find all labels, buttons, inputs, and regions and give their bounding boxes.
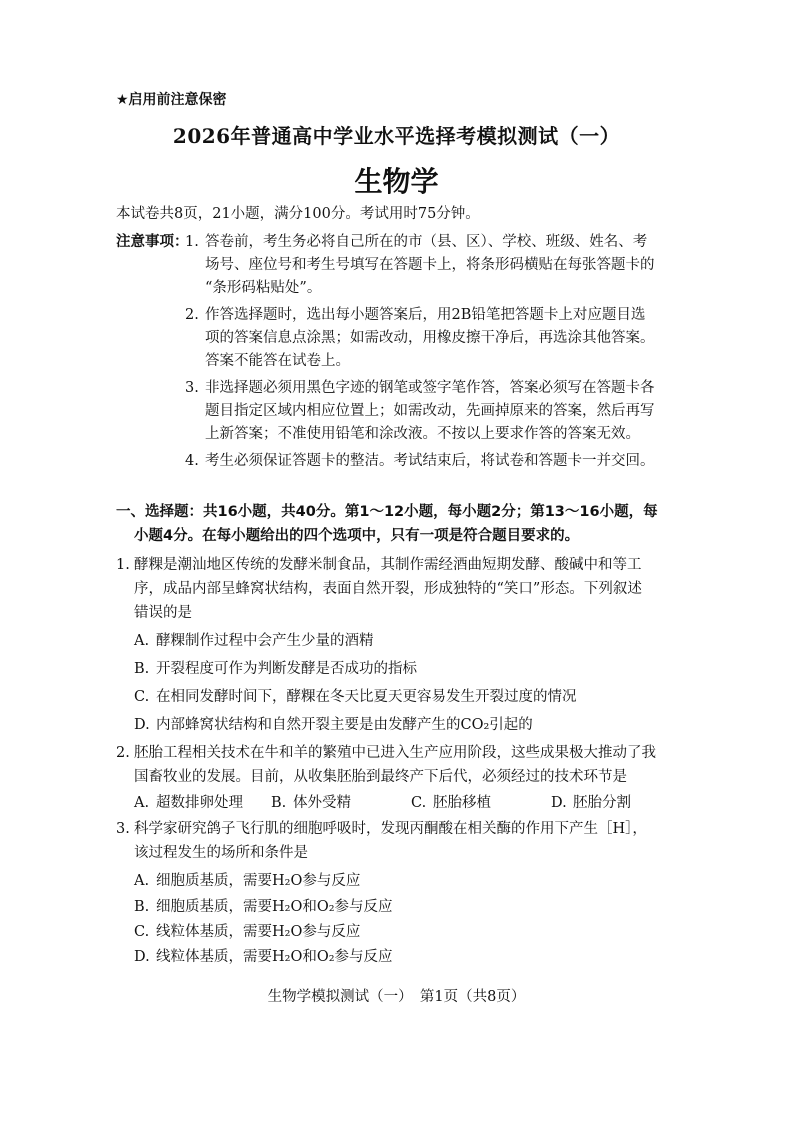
- question-stem: 国畜牧业的发展。目前，从收集胚胎到最终产下后代，必须经过的技术环节是: [134, 769, 627, 785]
- section-heading: 小题4分。在每小题给出的四个选项中，只有一项是符合题目要求的。: [134, 528, 580, 544]
- section-heading: 一、选择题：共16小题，共40分。第1～12小题，每小题2分；第13～16小题，每: [116, 504, 658, 520]
- option-text: 超数排卵处理: [156, 795, 243, 811]
- option-letter: B.: [271, 795, 287, 811]
- option-text: 开裂程度可作为判断发酵是否成功的指标: [156, 661, 417, 677]
- question-number: 3.: [116, 821, 130, 837]
- confidential-notice: ★启用前注意保密: [116, 92, 227, 108]
- option-letter: A.: [134, 633, 150, 649]
- question-stem: 酵粿是潮汕地区传统的发酵米制食品，其制作需经酒曲短期发酵、酸碱中和等工: [134, 557, 642, 573]
- question-number: 1.: [116, 557, 130, 573]
- option-letter: B.: [134, 899, 150, 915]
- question-stem: 错误的是: [134, 605, 192, 621]
- option-text: 细胞质基质，需要H₂O参与反应: [156, 873, 361, 889]
- question-stem: 该过程发生的场所和条件是: [134, 845, 308, 861]
- option-letter: D.: [134, 717, 150, 733]
- option-letter: B.: [134, 661, 150, 677]
- option-letter: A.: [134, 795, 150, 811]
- exam-intro: 本试卷共8页，21小题，满分100分。考试用时75分钟。: [116, 206, 480, 222]
- notice-item-line: “条形码粘贴处”。: [205, 280, 322, 296]
- notice-item-line: 上新答案；不准使用铅笔和涂改液。不按以上要求作答的答案无效。: [205, 426, 640, 442]
- question-stem: 科学家研究鸽子飞行肌的细胞呼吸时，发现丙酮酸在相关酶的作用下产生［H］，: [134, 821, 647, 837]
- notice-item-num: 2.: [185, 307, 199, 323]
- option-text: 胚胎分割: [573, 795, 631, 811]
- notice-item-line: 非选择题必须用黑色字迹的钢笔或签字笔作答，答案必须写在答题卡各: [205, 380, 655, 396]
- question-stem: 胚胎工程相关技术在牛和羊的繁殖中已进入生产应用阶段，这些成果极大推动了我: [134, 745, 656, 761]
- option-text: 内部蜂窝状结构和自然开裂主要是由发酵产生的CO₂引起的: [156, 717, 533, 733]
- option-text: 细胞质基质，需要H₂O和O₂参与反应: [156, 899, 393, 915]
- notice-item-line: 作答选择题时，选出每小题答案后，用2B铅笔把答题卡上对应题目选: [205, 307, 646, 323]
- notice-item-line: 考生必须保证答题卡的整洁。考试结束后，将试卷和答题卡一并交回。: [205, 453, 655, 469]
- page-footer: 生物学模拟测试（一） 第1页（共8页）: [267, 989, 526, 1005]
- notice-item-line: 项的答案信息点涂黑；如需改动，用橡皮擦干净后，再选涂其他答案。: [205, 330, 655, 346]
- option-text: 酵粿制作过程中会产生少量的酒精: [156, 633, 374, 649]
- notice-item-line: 场号、座位号和考生号填写在答题卡上，将条形码横贴在每张答题卡的: [205, 257, 655, 273]
- option-letter: C.: [134, 924, 150, 940]
- exam-title: 2026年普通高中学业水平选择考模拟测试（一）: [172, 124, 621, 148]
- option-row: [0, 793, 793, 813]
- notice-item-line: 答卷前，考生务必将自己所在的市（县、区）、学校、班级、姓名、考: [205, 234, 648, 250]
- option-letter: A.: [134, 873, 150, 889]
- option-letter: D.: [551, 795, 567, 811]
- question-number: 2.: [116, 745, 130, 761]
- notice-item-num: 3.: [185, 380, 199, 396]
- option-letter: C.: [134, 689, 150, 705]
- option-text: 胚胎移植: [433, 795, 491, 811]
- notice-item-line: 答案不能答在试卷上。: [205, 353, 350, 369]
- option-text: 线粒体基质，需要H₂O和O₂参与反应: [156, 949, 393, 965]
- question-stem: 序，成品内部呈蜂窝状结构，表面自然开裂，形成独特的“笑口”形态。下列叙述: [134, 581, 642, 597]
- option-letter: D.: [134, 949, 150, 965]
- option-text: 线粒体基质，需要H₂O参与反应: [156, 924, 361, 940]
- subject-title: 生物学: [354, 165, 439, 198]
- notice-item-line: 题目指定区域内相应位置上；如需改动，先画掉原来的答案，然后再写: [205, 403, 655, 419]
- option-text: 在相同发酵时间下，酵粿在冬天比夏天更容易发生开裂过度的情况: [156, 689, 577, 705]
- option-text: 体外受精: [293, 795, 351, 811]
- notice-item-num: 1.: [185, 234, 199, 250]
- notice-item-num: 4.: [185, 453, 199, 469]
- option-letter: C.: [411, 795, 427, 811]
- notice-label: 注意事项：: [116, 234, 189, 250]
